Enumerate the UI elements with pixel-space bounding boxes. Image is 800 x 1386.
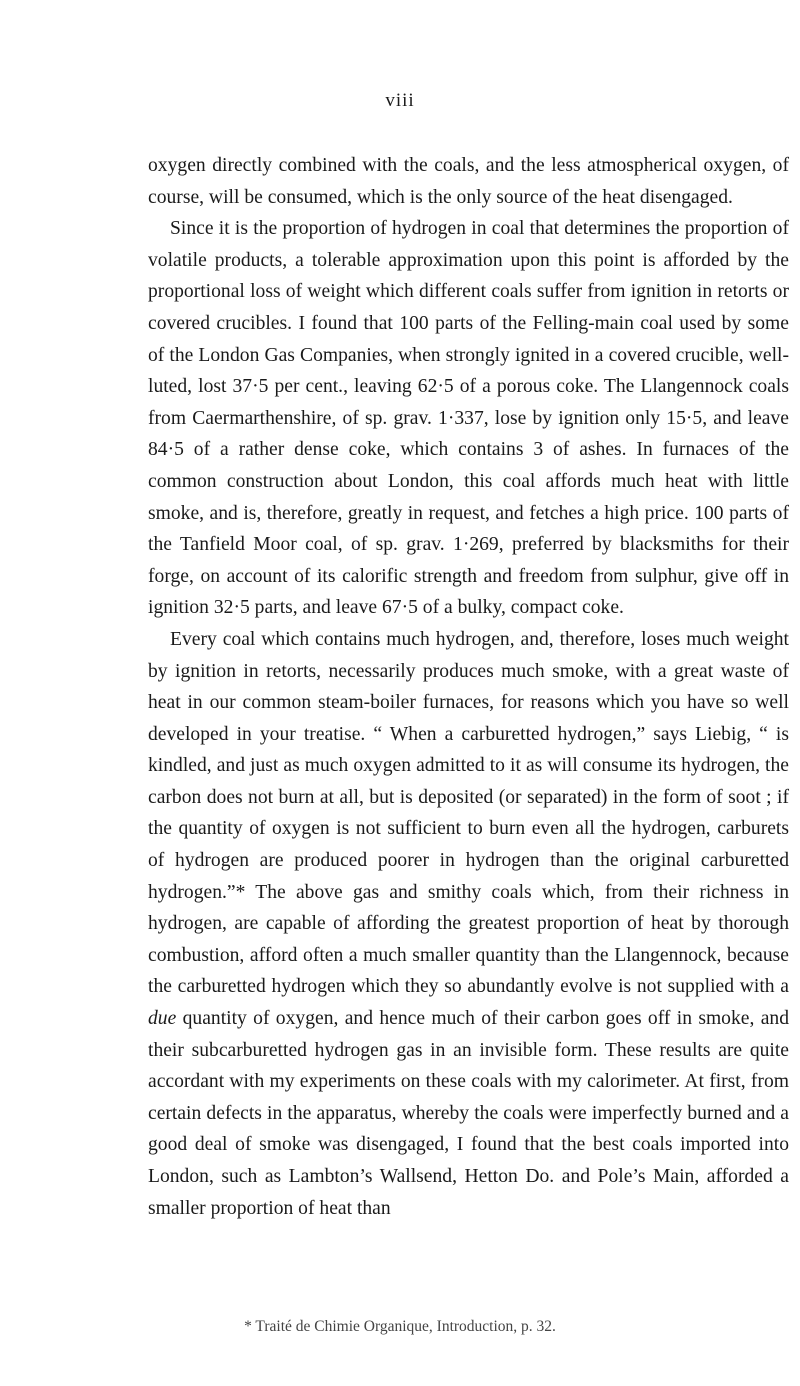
footnote: * Traité de Chimie Organique, Introduction, p. 32. [244, 1318, 556, 1335]
paragraph-3-part-1: Every coal which contains much hydrogen, and, therefore, loses much weight by ignition in retorts, necessarily produces much smoke, with a great waste of heat in our common steam-boiler furnaces, for reasons which you have so well developed in your treatise. “ When a carburetted hydrogen,” says Liebig, “ is kindled, and just as much oxygen admitted to it as will consume its hydrogen, the carbon does not burn at all, but is deposited (or separated) in the form of soot ; if the quantity of oxygen is not sufficient to burn even all the hydrogen, carburets of hydrogen are produced poorer in hydrogen than the original carburetted hydrogen.”* The above gas and smithy coals which, from their richness in hydrogen, are capable of affording the greatest proportion of heat by thorough combustion, afford often a much smaller quantity than the Llangennock, because the carburetted hydrogen which they so abundantly evolve is not supplied with a [148, 628, 789, 998]
body-text [148, 150, 789, 1224]
paragraph-1: oxygen directly combined with the coals, and the less atmospherical oxygen, of course, will be consumed, which is the only source of the heat disengaged. [148, 155, 789, 208]
paragraph-3-part-2: quantity of oxygen, and hence much of their carbon goes off in smoke, and their subcarburetted hydrogen gas in an invisible form. These results are quite accordant with my experiments on these coals with my calorimeter. At first, from certain defects in the apparatus, whereby the coals were imperfectly burned and a good deal of smoke was disengaged, I found that the best coals imported into London, such as Lambton’s Wallsend, Hetton Do. and Pole’s Main, afforded a smaller proportion of heat than [148, 1008, 789, 1219]
paragraph-2: Since it is the proportion of hydrogen in coal that determines the proportion of volatile products, a tolerable approximation upon this point is afforded by the proportional loss of weight which different coals suffer from ignition in retorts or covered crucibles. I found that 100 parts of the Felling-main coal used by some of the London Gas Companies, when strongly ignited in a covered crucible, well-luted, lost 37·5 per cent., leaving 62·5 of a porous coke. The Llangennock coals from Caermarthenshire, of sp. grav. 1·337, lose by ignition only 15·5, and leave 84·5 of a rather dense coke, which contains 3 of ashes. In furnaces of the common construction about London, this coal affords much heat with little smoke, and is, therefore, greatly in request, and fetches a high price. 100 parts of the Tanfield Moor coal, of sp. grav. 1·269, preferred by blacksmiths for their forge, on account of its calorific strength and freedom from sulphur, give off in ignition 32·5 parts, and leave 67·5 of a bulky, compact coke. [148, 218, 789, 619]
paragraph-3 [148, 624, 789, 1224]
page-number: viii [385, 90, 415, 111]
paragraph-3-emphasis: due [148, 1008, 177, 1030]
